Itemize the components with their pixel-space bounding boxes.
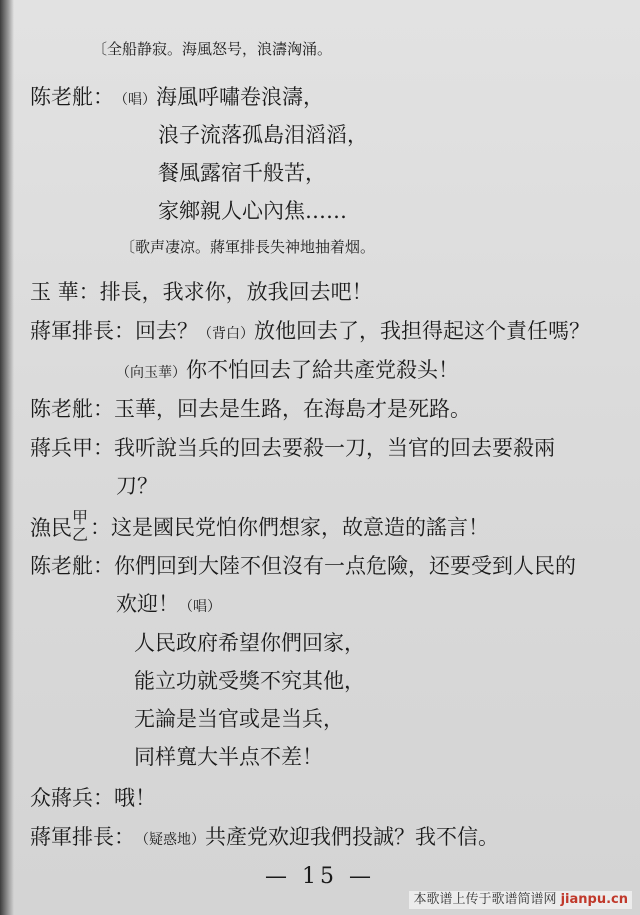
stage-note: （背白） <box>198 326 254 342</box>
speaker-sub-top: 甲 <box>72 508 89 527</box>
verse-text: 家鄉親人心內焦…… <box>158 199 347 223</box>
dialogue-line <box>30 823 499 854</box>
verse-line <box>134 705 344 733</box>
stage-note: （唱） <box>114 92 156 108</box>
speaker-name: 陈老舭： <box>30 397 114 421</box>
speaker-name: 蔣軍排長： <box>30 825 135 849</box>
dialogue-text: 玉華，回去是生路，在海島才是死路。 <box>114 397 471 421</box>
verse-text: 同样寬大半点不差！ <box>134 745 323 769</box>
dialogue-text: 哦！ <box>114 786 156 810</box>
verse-text: 餐風露宿千般苦， <box>158 161 326 185</box>
verse-text: 人民政府希望你們回家， <box>134 631 365 655</box>
stage-direction-text: 〔全船静寂。海風怒号，浪濤洶涌。 <box>92 40 333 58</box>
page-number: — 15 — <box>265 864 375 889</box>
speaker-colon: ： <box>90 515 112 540</box>
dialogue-text: 排長，我求你，放我回去吧！ <box>99 280 373 304</box>
dialogue-text: 海風呼嘯卷浪濤， <box>156 85 324 109</box>
watermark-site: jianpu.cn <box>560 892 628 907</box>
verse-line <box>158 197 347 225</box>
dialogue-text: 刀？ <box>116 474 158 498</box>
dialogue-text: 共產党欢迎我們投誠？我不信。 <box>205 825 499 849</box>
dialogue-line <box>30 508 490 546</box>
speaker-name: 玉 華： <box>30 280 100 304</box>
speaker-subscript <box>72 509 88 543</box>
speaker-sub-bottom: 乙 <box>72 525 89 544</box>
stage-direction-text: 〔歌声凄凉。蔣軍排長失神地抽着烟。 <box>120 238 376 256</box>
dialogue-line <box>30 434 555 462</box>
dialogue-line <box>30 395 471 423</box>
stage-note: （唱） <box>179 599 221 615</box>
dialogue-text: 我听說当兵的回去要殺一刀，当官的回去要殺兩 <box>114 436 555 460</box>
dialogue-line <box>30 83 324 114</box>
speaker-name: 蔣兵甲： <box>30 436 114 460</box>
dialogue-text: 欢迎！ <box>116 592 179 616</box>
dialogue-text: 你們回到大陸不但沒有一点危險，还要受到人民的 <box>114 554 576 578</box>
verse-text: 无論是当官或是当兵， <box>134 707 344 731</box>
speaker-name: 陈老舭： <box>30 554 114 578</box>
speaker-name: 众蔣兵： <box>30 786 114 810</box>
verse-line <box>158 121 368 149</box>
watermark-text: 本歌谱上传于歌谱简谱网 <box>413 892 557 907</box>
stage-direction-2 <box>120 236 375 258</box>
dialogue-text: 放他回去了，我担得起这个責任嗎？ <box>254 319 590 343</box>
dialogue-text: 这是國民党怕你們想家，故意造的謠言！ <box>111 515 490 540</box>
dialogue-continuation <box>116 590 221 621</box>
verse-text: 能立功就受獎不究其他， <box>134 669 365 693</box>
dialogue-continuation <box>116 472 158 500</box>
verse-line <box>134 667 365 695</box>
verse-line <box>158 159 326 187</box>
dialogue-line <box>30 784 156 812</box>
verse-line <box>134 629 365 657</box>
verse-line <box>134 743 323 771</box>
dialogue-text: 回去？ <box>135 319 198 343</box>
dialogue-line <box>30 552 576 580</box>
stage-note: （向玉華） <box>116 365 186 381</box>
dialogue-line <box>30 317 590 348</box>
stage-note: （疑惑地） <box>135 832 205 848</box>
stage-direction-1 <box>92 38 332 60</box>
watermark <box>409 891 632 909</box>
dialogue-continuation <box>116 356 459 387</box>
dialogue-line <box>30 278 373 306</box>
verse-text: 浪子流落孤島泪滔滔， <box>158 123 368 147</box>
dialogue-text: 你不怕回去了給共產党殺头！ <box>186 358 459 382</box>
speaker-name: 陈老舭： <box>30 85 114 109</box>
speaker-name: 蔣軍排長： <box>30 319 135 343</box>
speaker-name: 漁民 <box>30 515 72 540</box>
